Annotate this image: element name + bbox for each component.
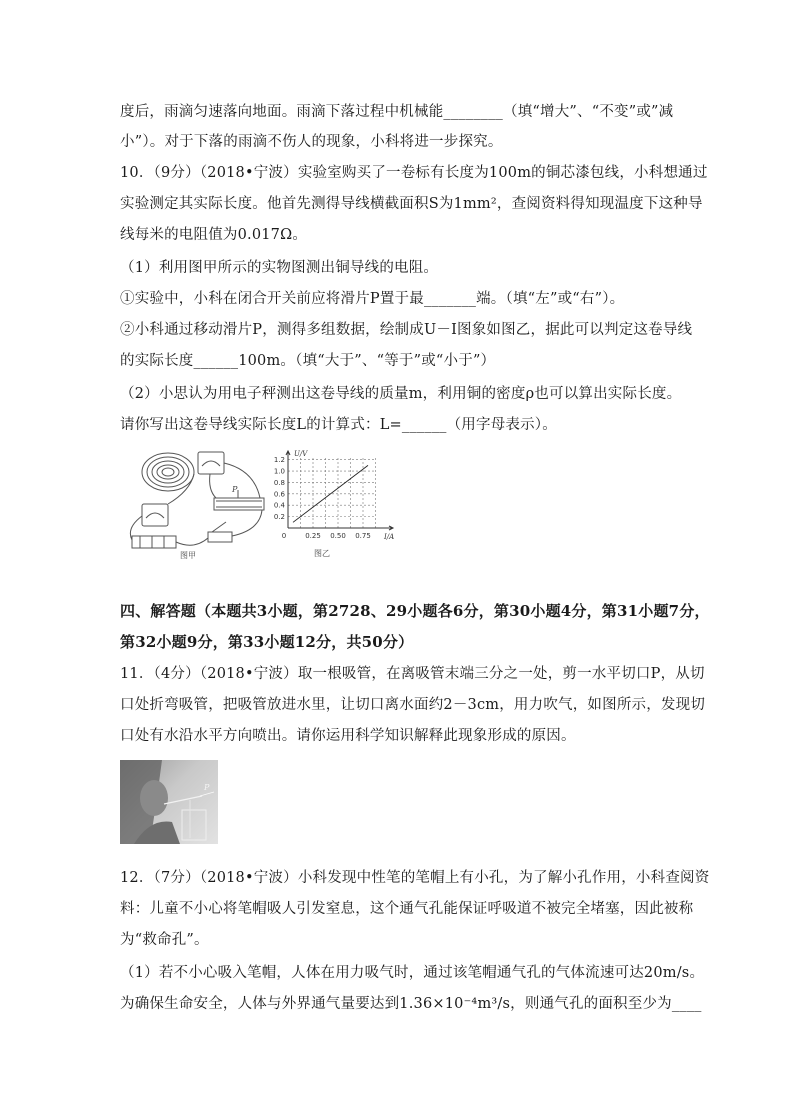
text-line-1: 度后，雨滴匀速落向地面。雨滴下落过程中机械能________（填“增大”、“不变”或”减 [120, 104, 674, 120]
question-12-line-2: 料：儿童不小心将笔帽吸人引发窒息，这个通气孔能保证呼吸道不被完全堵塞，因此被称 [120, 901, 694, 917]
question-12-part-1: （1）若不小心吸入笔帽，人体在用力吸气时，通过该笔帽通气孔的气体流速可达20m/s。 [120, 965, 705, 981]
y-tick-label: 0.4 [273, 501, 285, 510]
question-11-line-3: 口处有水沿水平方向喷出。请你运用科学知识解释此现象形成的原因。 [120, 728, 576, 744]
x-tick-label: 0.25 [305, 532, 321, 540]
figure-jia-caption: 图甲 [180, 551, 196, 560]
section-heading-line-2: 第32小题9分，第33小题12分，共50分） [120, 633, 414, 651]
y-tick-label: 1.0 [273, 467, 285, 476]
question-12-line-1: 12．（7分）（2018•宁波）小科发现中性笔的笔帽上有小孔，为了解小孔作用，小科查阅资 [120, 870, 710, 886]
x-axis-label: I/A [384, 533, 395, 541]
x-tick-label: 0 [281, 532, 287, 540]
section-heading-line-1: 四、解答题（本题共3小题，第2728、29小题各6分，第30小题4分，第31小题7分， [120, 602, 710, 620]
y-tick-label: 0.6 [273, 490, 285, 499]
question-10-line-2: 实验测定其实际长度。他首先测得导线横截面积S为1mm²，查阅资料得知现温度下这种导 [120, 196, 703, 212]
circuit-diagram-figure [120, 446, 270, 560]
question-12-line-3: 为“救命孔”。 [120, 932, 209, 948]
y-axis-label: U/V [294, 450, 308, 458]
question-10-line-3: 线每米的电阻值为0.017Ω。 [120, 227, 308, 243]
figure-yi-caption: 图乙 [314, 549, 330, 558]
question-12-part-1-cont: 为确保生命安全，人体与外界通气量要达到1.36×10⁻⁴m³/s，则通气孔的面积至少为____ [120, 996, 702, 1012]
y-tick-label: 0.8 [273, 478, 285, 487]
question-10-line-1: 10．（9分）（2018•宁波）实验室购买了一卷标有长度为100m的铜芯漆包线，小科想通过 [120, 165, 708, 181]
x-tick-label: 0.75 [355, 532, 371, 540]
question-10-part-2: （2）小思认为用电子秤测出这卷导线的质量m，利用铜的密度ρ也可以算出实际长度。 [120, 386, 682, 402]
y-tick-label: 1.2 [273, 456, 285, 465]
straw-experiment-photo [120, 760, 218, 844]
ui-graph-chart [270, 446, 400, 560]
y-tick-label: 0.2 [273, 513, 285, 522]
question-10-part-2-cont: 请你写出这卷导线实际长度L的计算式：L=______（用字母表示）。 [120, 417, 557, 433]
question-10-sub-1: ①实验中，小科在闭合开关前应将滑片P置于最_______端。（填“左”或“右”）。 [120, 291, 625, 307]
question-10-sub-2: ②小科通过移动滑片P，测得多组数据，绘制成U－I图象如图乙，据此可以判定这卷导线 [120, 322, 693, 338]
x-tick-label: 0.50 [330, 532, 346, 540]
question-10-sub-2-cont: 的实际长度______100m。（填“大于”、“等于”或“小于”） [120, 353, 496, 369]
question-11-line-2: 口处折弯吸管，把吸管放进水里，让切口离水面约2－3cm，用力吹气，如图所示，发现切 [120, 697, 706, 713]
question-10-part-1: （1）利用图甲所示的实物图测出铜导线的电阻。 [120, 260, 439, 276]
text-line-2: 小”）。对于下落的雨滴不伤人的现象，小科将进一步探究。 [120, 134, 503, 150]
question-11-line-1: 11．（4分）（2018•宁波）取一根吸管，在离吸管末端三分之一处，剪一水平切口P，从切 [120, 666, 705, 682]
photo-p-label: P [204, 783, 210, 792]
slider-p-label: P [232, 485, 238, 494]
